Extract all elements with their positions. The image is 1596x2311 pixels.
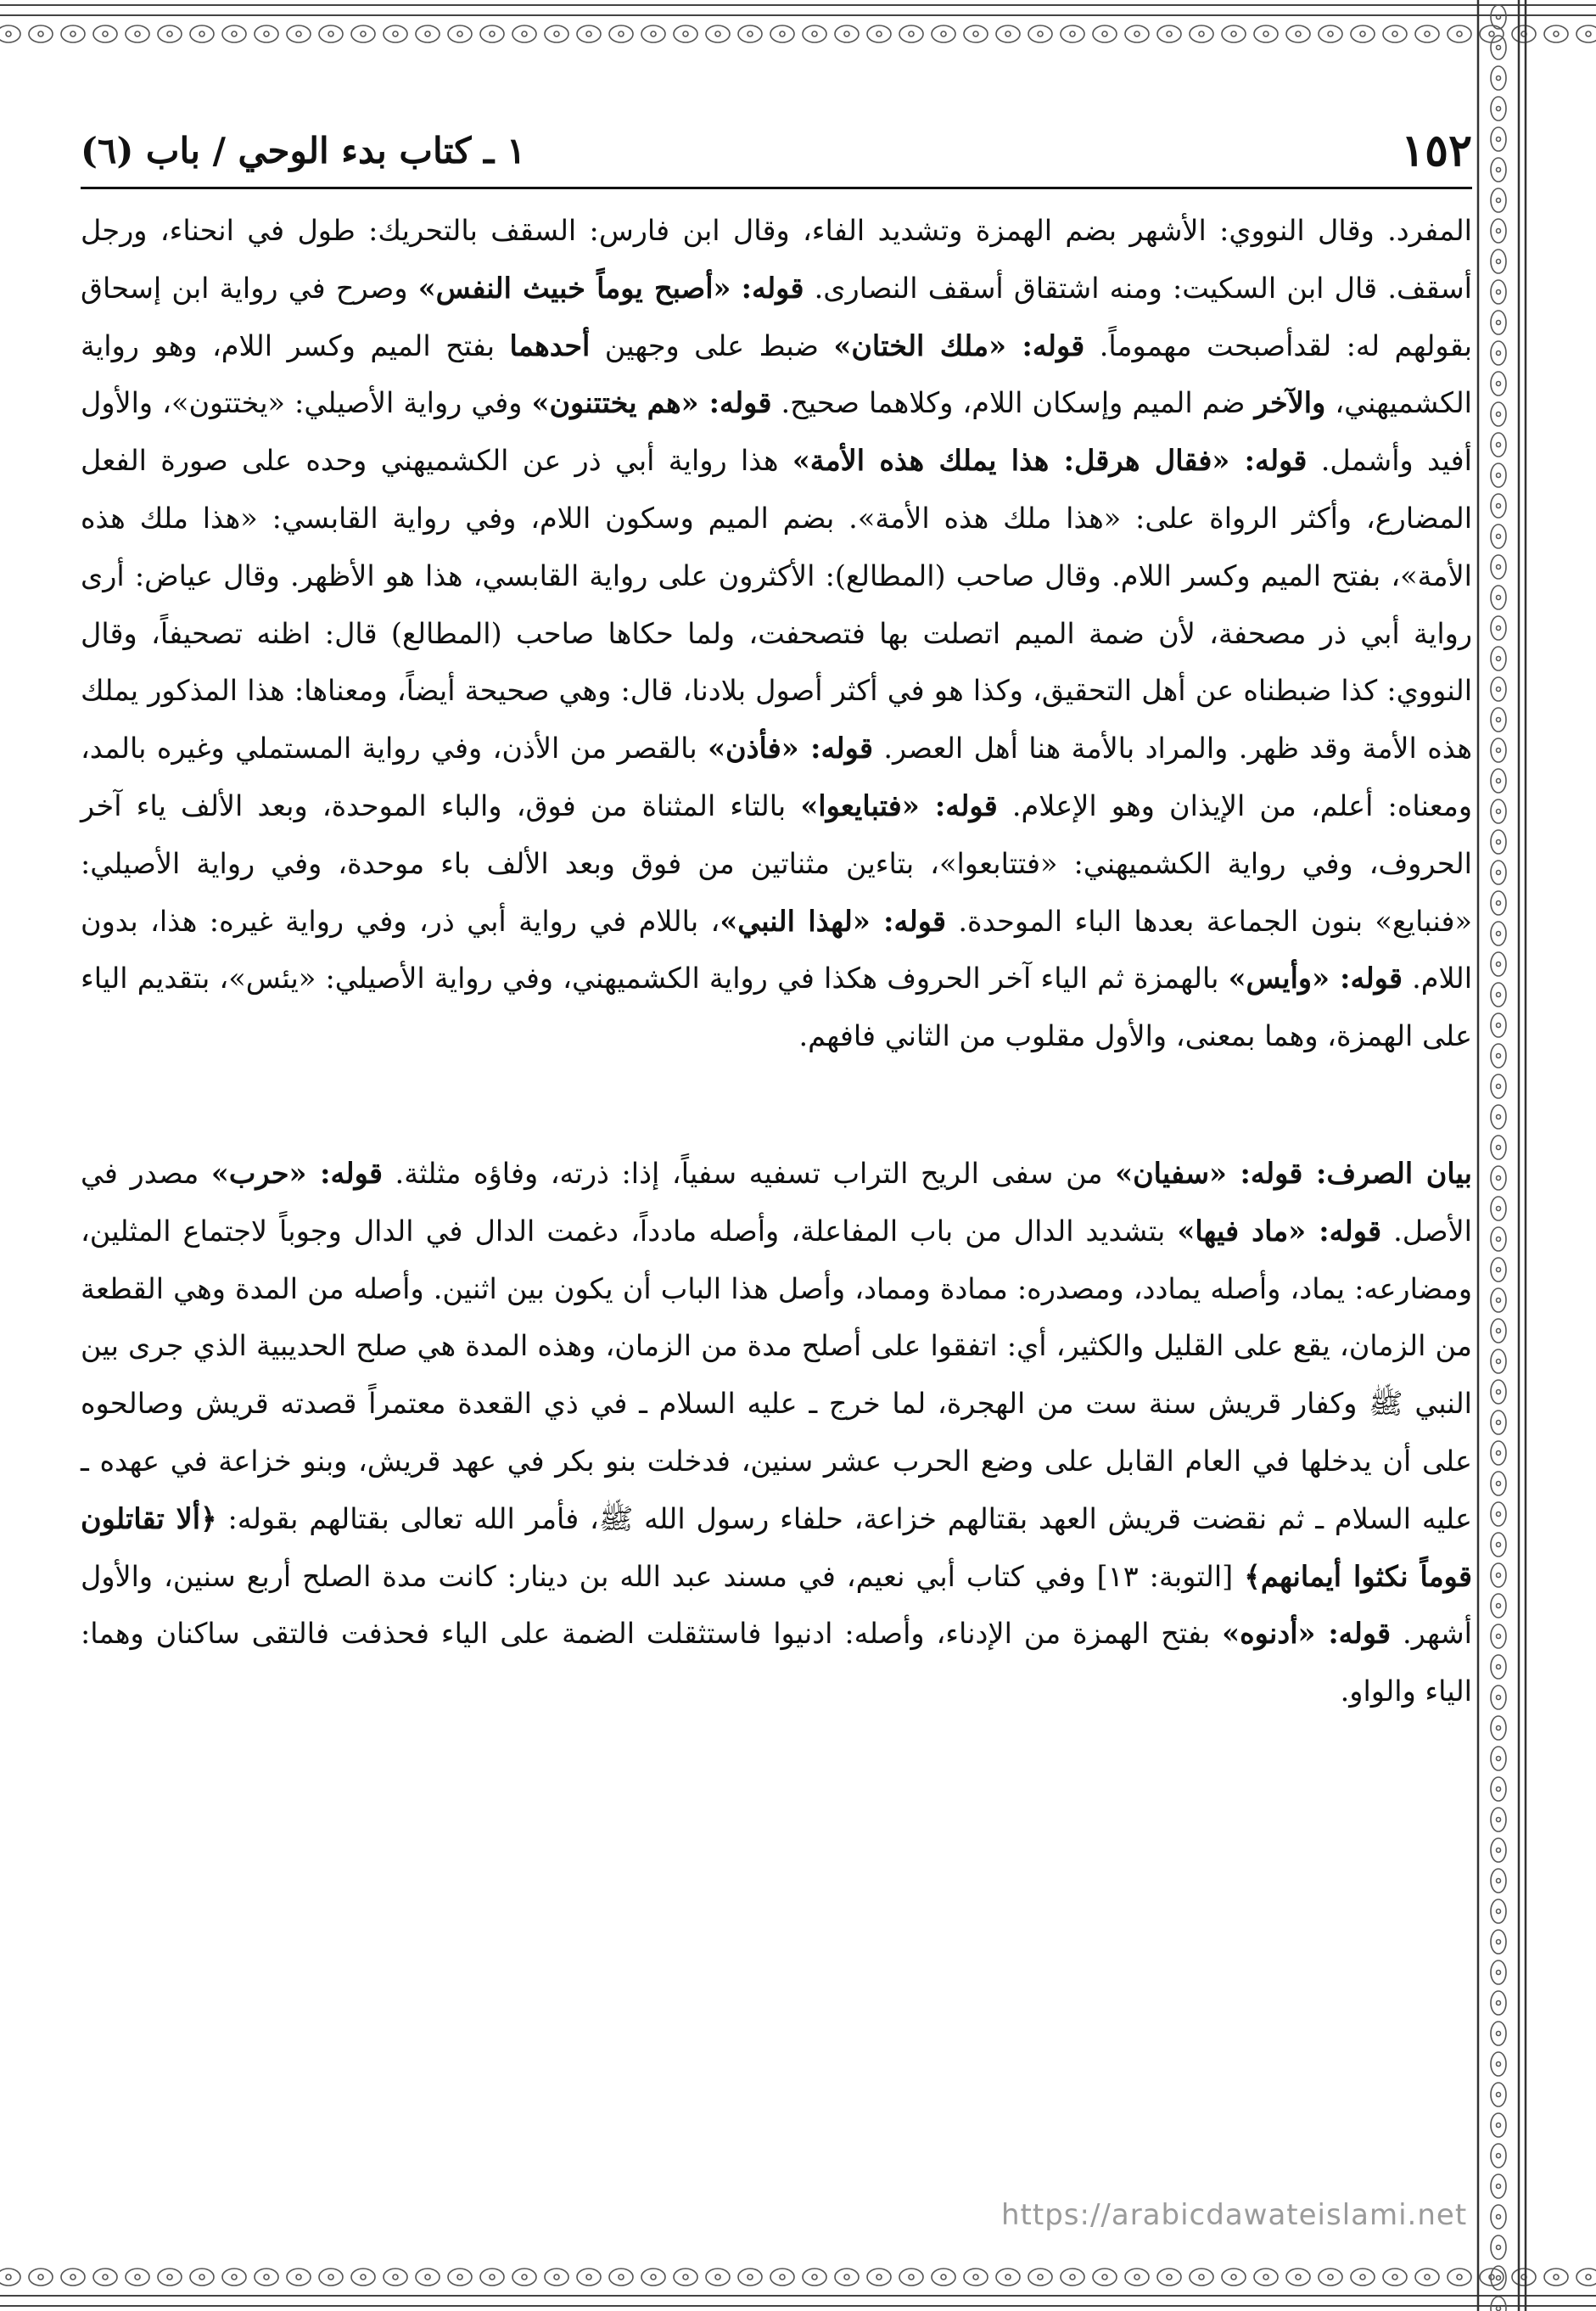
decorative-side-border — [1468, 0, 1536, 2311]
bold-term: قوله: «حرب» — [210, 1156, 383, 1190]
bold-term: ﴿ألا تقاتلون قوماً نكثوا أيمانهم﴾ — [81, 1501, 1472, 1593]
page-content — [81, 51, 1472, 2275]
bold-term: قوله: «وأيس» — [1228, 962, 1403, 996]
text-run: ضبط على وجهين — [590, 328, 834, 362]
bold-term: قوله: «ملك الختان» — [833, 328, 1085, 362]
bold-term: أحدهما — [509, 328, 591, 362]
text-run: ، باللام في رواية أبي ذر، وفي رواية غيره: هذا، بدون اللام. — [81, 904, 1473, 996]
bold-term: قوله: «فتبايعوا» — [800, 788, 998, 822]
paragraph-commentary — [81, 202, 1472, 1065]
text-run: ضم الميم وإسكان اللام، وكلاهما صحيح. — [771, 386, 1255, 420]
bold-term: قوله: «لهذا النبي» — [720, 904, 947, 938]
bold-term: قوله: «فقال هرقل: هذا يملك هذه الأمة» — [792, 444, 1308, 478]
page-number: ١٥٢ — [1401, 125, 1472, 177]
bold-term: «أصبح يوماً خبيث النفس» — [417, 271, 731, 305]
text-run: بفتح الهمزة من الإدناء، وأصله: ادنيوا فاستثقلت الضمة على الياء فحذفت فالتقى ساكنان وهما: الياء والواو. — [81, 1617, 1472, 1708]
text-run: [التوبة: ١٣] وفي كتاب أبي نعيم، في مسند عبد الله بن دينار: كانت مدة الصلح أربع سنين، والأول أشهر. — [81, 1559, 1472, 1651]
text-run: بالقصر من الأذن، وفي رواية المستملي وغيره بالمد، ومعناه: أعلم، من الإيذان وهو الإعلام. — [81, 732, 1472, 822]
text-run: بالهمزة ثم الياء آخر الحروف هكذا في رواية الكشميهني، وفي رواية الأصيلي: «يئس»، بتقديم الياء على الهمزة، وهما بمعنى، والأول مقلوب من الثاني فافهم. — [81, 962, 1472, 1053]
text-run: بتشديد الدال من باب المفاعلة، وأصله مادداً، دغمت الدال في الدال وجوباً لاجتماع المثلين، ومضارعه: يماد، وأصله يمادد، ومصدره: ممادة ومماد، وأصل هذا الباب أن يكون بين اثنين. وأصله من المدة وهي القطعة من الزمان، يقع على القليل والكثير، أي: اتفقوا على أصلح مدة من الزمان، وهذه المدة هي صلح الحديبية الذي جرى بين النبي ﷺ وكفار قريش سنة ست من الهجرة، لما خرج ـ عليه السلام ـ في ذي القعدة معتمراً قصدته قريش وصالحوه على أن يدخلها في العام القابل على وضع الحرب عشر سنين، فدخلت بنو بكر في عهد قريش، وبنو خزاعة في عهده ـ عليه السلام ـ ثم نقضت قريش العهد بقتالهم خزاعة، حلفاء رسول الله ﷺ، فأمر الله تعالى بقتالهم بقوله: — [81, 1214, 1472, 1535]
text-run: هذا رواية أبي ذر عن الكشميهني وحده على صورة الفعل المضارع، وأكثر الرواة على: «هذا ملك هذه الأمة». بضم الميم وسكون اللام، وفي رواية القابسي: «هذا ملك هذه الأمة»، بفتح الميم وكسر اللام. وقال صاحب (المطالع): الأكثرون على رواية القابسي، هذا هو الأظهر. وقال عياض: أرى رواية أبي ذر مصحفة، لأن ضمة الميم اتصلت بها فتصحفت، ولما حكاها صاحب (المطالع) قال: اظنه تصحيفاً، وقال النووي: كذا ضبطناه عن أهل التحقيق، وكذا هو في أكثر أصول بلادنا، قال: وهي صحيحة أيضاً، ومعناها: هذا المذكور يملك هذه الأمة وقد ظهر. والمراد بالأمة هنا أهل العصر. — [81, 444, 1472, 766]
bold-term: بيان الصرف: قوله: «سفيان» — [1115, 1156, 1473, 1190]
running-title: ١ ـ كتاب بدء الوحي / باب (٦) — [81, 130, 526, 171]
page-header — [81, 115, 1472, 189]
watermark-url: https://arabicdawateislami.net — [1001, 2198, 1468, 2232]
text-run: مصدر في الأصل. — [81, 1156, 1472, 1248]
text-run: من سفى الريح التراب تسفيه سفياً، إذا: ذرته، وفاؤه مثلثة. — [382, 1156, 1116, 1190]
text-run: وفي رواية الأصيلي: «يختتون»، والأول أفيد وأشمل. — [81, 386, 1472, 478]
bold-term: قوله: «أدنوه» — [1222, 1617, 1392, 1651]
bold-term: والآخر — [1254, 386, 1326, 420]
body-text — [81, 202, 1472, 1720]
bold-term: قوله: — [741, 271, 804, 305]
text-run: بفتح الميم وكسر اللام، وهو رواية الكشميهني، — [81, 328, 1472, 420]
bold-term: قوله: «ماد فيها» — [1177, 1214, 1382, 1248]
text-run: بالتاء المثناة من فوق، والباء الموحدة، وبعد الألف ياء آخر الحروف، وفي رواية الكشميهني: «فتتابعوا»، بتاءين مثناتين من فوق وبعد الألف باء موحدة، وفي رواية الأصيلي: «فنبايع» بنون الجماعة بعدها الباء الموحدة. — [81, 788, 1473, 938]
bold-term: قوله: «فأذن» — [708, 732, 873, 766]
bold-term: قوله: «هم يختتنون» — [531, 386, 772, 420]
text-run — [731, 272, 741, 305]
text-run: المفرد. وقال النووي: الأشهر بضم الهمزة وتشديد الفاء، وقال ابن فارس: السقف بالتحريك: طول في انحناء، ورجل أسقف. قال ابن السكيت: ومنه اشتقاق أسقف النصارى. — [81, 214, 1472, 305]
paragraph-morphology — [81, 1145, 1472, 1720]
text-run: وصرح في رواية ابن إسحاق بقولهم له: لقدأصبحت مهموماً. — [81, 271, 1472, 362]
